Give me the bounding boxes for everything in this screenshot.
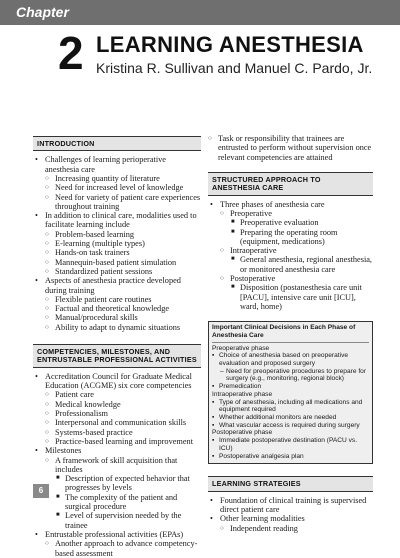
sub-list (45, 390, 201, 446)
sub-list (45, 174, 201, 211)
sub-list (45, 456, 201, 530)
list-item-text: Increasing quantity of literature (55, 174, 160, 183)
clinical-decisions-box (208, 321, 373, 464)
list-item-text: Manual/procedural skills (55, 313, 138, 323)
list-item-text: Preparing the operating room (equipment, medications) (240, 227, 338, 246)
right-column (208, 134, 373, 533)
list-item (55, 493, 201, 512)
list-item-text: Another approach to advance competency-based assessment (55, 539, 198, 558)
list-item (33, 155, 201, 211)
list-item-text: The complexity of the patient and surgical procedure (65, 492, 178, 512)
list-item-text: Task or responsibility that trainees are entrusted to perform without supervision once relevant competencies are attained (218, 134, 372, 162)
box-line: ▪ Whether additional monitors are needed (212, 414, 369, 422)
sub-list (220, 524, 373, 533)
list-item (33, 276, 201, 332)
list-item-text: Need for variety of patient care experiences throughout training (55, 192, 201, 211)
box-line: ▪ Immediate postoperative destination (PACU vs. ICU) (212, 437, 369, 452)
list-item-text: Aspects of anesthesia practice developed during training (45, 276, 181, 295)
box-line: – Need for preoperative procedures to prepare for surgery (e.g., monitoring, regional block) (212, 368, 369, 383)
list-item-text: Other learning modalities (220, 514, 305, 524)
page-number: 6 (33, 484, 49, 498)
clinical-decisions-box-title: Important Clinical Decisions in Each Phase of Anesthesia Care (212, 324, 369, 342)
list-item-text: Practice-based learning and improvement (55, 436, 193, 446)
list-item (45, 248, 201, 257)
list-item (45, 323, 201, 332)
list-item-text: Preoperative (230, 209, 272, 218)
list-item-text: Entrustable professional activities (EPAs) (45, 529, 184, 539)
list-item (208, 134, 373, 162)
list-item-text: Description of expected behavior that progresses by levels (65, 474, 190, 493)
list-item (45, 456, 201, 530)
box-line: ▪ Type of anesthesia, including all medications and equipment required (212, 399, 369, 414)
sub-list (55, 474, 201, 530)
clinical-decisions-lines (212, 345, 369, 461)
list-item (220, 246, 373, 274)
learning-strategies-list (208, 496, 373, 533)
list-item-text: Challenges of learning perioperative anesthesia care (45, 155, 166, 174)
list-item-text: Need for increased level of knowledge (55, 183, 184, 193)
sub-list (45, 539, 201, 558)
list-item-text: Level of supervision needed by the trainee (65, 511, 182, 530)
list-item-text: In addition to clinical care, modalities used to facilitate learning include (45, 211, 197, 230)
list-item (45, 539, 201, 558)
list-item (230, 218, 373, 227)
list-item (45, 313, 201, 322)
list-item (45, 174, 201, 183)
list-item (208, 200, 373, 312)
list-item (45, 304, 201, 313)
list-item-text: Postoperative (230, 274, 276, 284)
chapter-title: LEARNING ANESTHESIA (96, 32, 364, 57)
list-item (230, 283, 373, 311)
list-item (208, 496, 373, 515)
sub-list (230, 283, 373, 311)
list-item-text: Systems-based practice (55, 427, 133, 437)
list-item-text: Professionalism (55, 409, 109, 419)
section-heading-introduction: INTRODUCTION (33, 136, 201, 151)
list-item (230, 255, 373, 274)
list-item-text: Mannequin-based patient simulation (55, 257, 177, 267)
list-item (33, 446, 201, 530)
list-item-text: Intraoperative (230, 246, 277, 256)
chapter-label: Chapter (16, 4, 69, 20)
section-heading-competencies: COMPETENCIES, MILESTONES, AND ENTRUSTABLE PROFESSIONAL ACTIVITIES (33, 344, 201, 368)
box-line: ▪ Choice of anesthesia based on preoperative evaluation and proposed surgery (212, 352, 369, 367)
left-column (33, 134, 201, 558)
list-item (45, 258, 201, 267)
list-item (45, 428, 201, 437)
list-item (220, 209, 373, 246)
competencies-list (33, 372, 201, 558)
sub-list (45, 230, 201, 276)
list-item (45, 267, 201, 276)
list-item (45, 437, 201, 446)
box-line: Postoperative phase (212, 429, 273, 437)
section-heading-structured-approach: STRUCTURED APPROACH TO ANESTHESIA CARE (208, 172, 373, 196)
list-item (45, 183, 201, 192)
box-line: ▪ Premedication (212, 383, 369, 391)
box-line: Preoperative phase (212, 344, 270, 352)
box-line: Intraoperative phase (212, 390, 273, 398)
list-item-text: Hands-on task trainers (55, 248, 130, 258)
list-item-text: A framework of skill acquisition that includes (55, 455, 178, 474)
list-item (45, 409, 201, 418)
list-item-text: Patient care (55, 390, 94, 400)
list-item (45, 239, 201, 248)
section-heading-learning-strategies: LEARNING STRATEGIES (208, 476, 373, 491)
sub-list (45, 295, 201, 332)
structured-approach-list (208, 200, 373, 312)
list-item-text: E-learning (multiple types) (55, 239, 145, 249)
list-item-text: Problem-based learning (55, 229, 135, 239)
list-item-text: Accreditation Council for Graduate Medical Education (ACGME) six core competencies (45, 371, 192, 391)
list-item (45, 400, 201, 409)
list-item (208, 514, 373, 533)
list-item (230, 228, 373, 247)
list-item-text: Flexible patient care routines (55, 294, 152, 304)
list-item-text: Preoperative evaluation (240, 218, 319, 228)
chapter-authors: Kristina R. Sullivan and Manuel C. Pardo, Jr. (96, 60, 373, 76)
list-item-text: Milestones (45, 446, 82, 456)
list-item-text: Disposition (postanesthesia care unit [PACU], intensive care unit [ICU], ward, home) (240, 283, 362, 311)
list-item (45, 418, 201, 427)
list-item-text: Ability to adapt to dynamic situations (55, 322, 181, 332)
chapter-banner (0, 0, 400, 25)
sub-list (230, 218, 373, 246)
list-item-text: Factual and theoretical knowledge (55, 304, 170, 314)
box-line: ▪ Postoperative analgesia plan (212, 453, 369, 461)
list-item (45, 230, 201, 239)
list-item-text: Standardized patient sessions (55, 266, 153, 276)
list-item-text: Three phases of anesthesia care (220, 199, 325, 209)
list-item-text: Independent reading (230, 523, 298, 533)
list-item (45, 295, 201, 304)
list-item-text: General anesthesia, regional anesthesia, or monitored anesthesia care (240, 255, 373, 274)
introduction-list (33, 155, 201, 332)
list-item-text: Foundation of clinical training is supervised direct patient care (220, 495, 367, 514)
chapter-number: 2 (58, 27, 84, 79)
list-item-text: Interpersonal and communication skills (55, 418, 187, 428)
list-item (220, 524, 373, 533)
sub-list (230, 255, 373, 274)
sub-list (220, 209, 373, 311)
box-line: ▪ What vascular access is required during surgery (212, 422, 369, 430)
list-item (55, 474, 201, 493)
epa-continuation-list (208, 134, 373, 162)
list-item (45, 390, 201, 399)
list-item (220, 274, 373, 311)
list-item (45, 193, 201, 212)
list-item (33, 372, 201, 446)
list-item-text: Medical knowledge (55, 399, 121, 409)
list-item (33, 530, 201, 558)
list-item (33, 211, 201, 276)
list-item (55, 511, 201, 530)
